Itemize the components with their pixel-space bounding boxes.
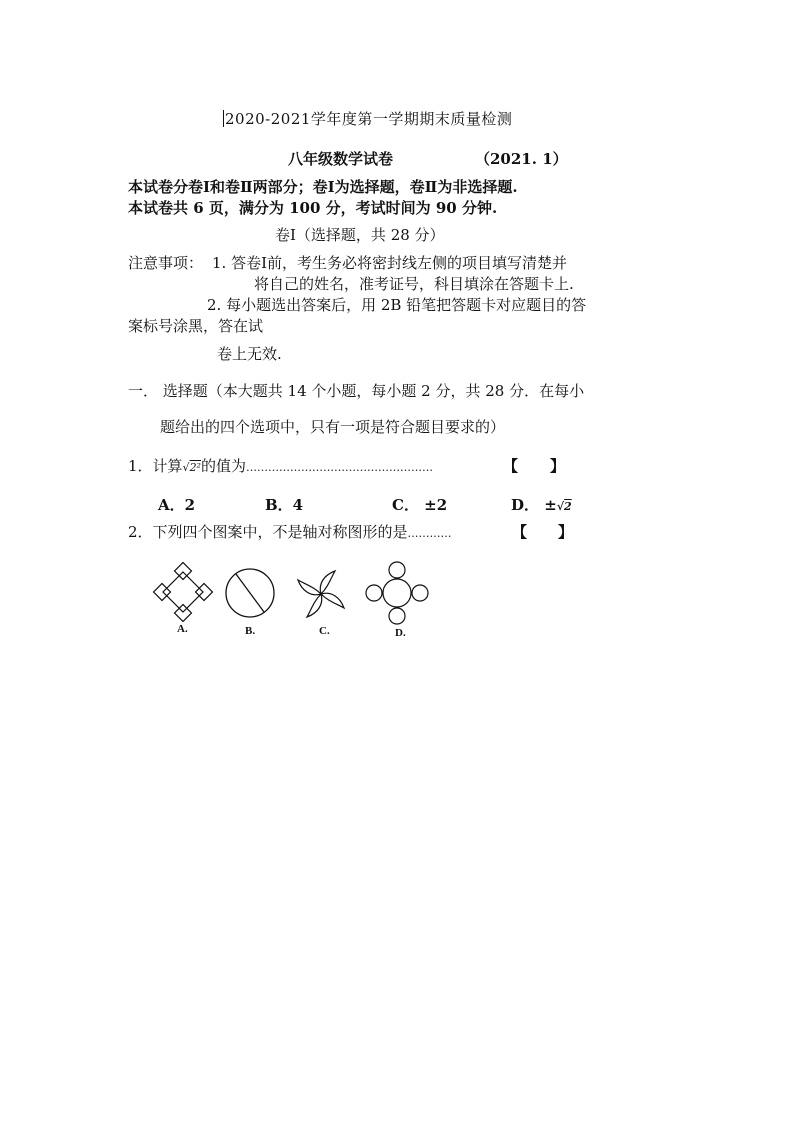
exam-subtitle: 八年级数学试卷: [288, 150, 394, 168]
intro-line-1: 本试卷分卷Ⅰ和卷Ⅱ两部分；卷Ⅰ为选择题，卷Ⅱ为非选择题.: [128, 178, 518, 196]
figure-d-circles: [363, 560, 431, 626]
figure-b-circle-chord: [222, 565, 278, 621]
part-1-heading-line-1: 一． 选择题（本大题共 14 个小题，每小题 2 分，共 28 分．在每小: [128, 382, 585, 400]
figure-c-pinwheel: [291, 565, 351, 623]
q1-option-c: C． ±2: [392, 496, 448, 514]
notes-item-2-line-2: 案标号涂黑，答在试: [128, 317, 264, 335]
answer-bracket-open-2: 【: [512, 523, 528, 541]
answer-bracket-open-1: 【: [503, 457, 519, 475]
exam-date: （2021. 1）: [475, 150, 568, 168]
figure-a-diamond-squares: [150, 560, 220, 622]
section-heading: 卷Ⅰ（选择题，共 28 分）: [275, 226, 445, 244]
part-1-heading-line-2: 题给出的四个选项中，只有一项是符合题目要求的）: [160, 418, 506, 436]
q1-option-a: A．2: [158, 496, 196, 514]
figure-a-caption: A.: [177, 623, 188, 635]
square-root-expression: √2: [556, 500, 572, 513]
notes-label: 注意事项：: [128, 254, 204, 272]
figure-b-caption: B.: [245, 625, 256, 637]
leader-dots: ……………………………………………: [246, 461, 433, 474]
q1-option-d: D． ±√2: [511, 496, 572, 514]
answer-bracket-close-1: 】: [550, 457, 566, 475]
question-1: 1．计算√2²的值为……………………………………………: [128, 457, 433, 475]
notes-item-1-line-1: 1. 答卷Ⅰ前，考生务必将密封线左侧的项目填写清楚并: [212, 254, 568, 272]
text-cursor: [223, 110, 224, 127]
figure-d-caption: D.: [395, 627, 406, 639]
square-root-expression: √2²: [182, 461, 201, 474]
q1-option-b: B．4: [265, 496, 304, 514]
answer-bracket-close-2: 】: [558, 523, 574, 541]
leader-dots: …………: [407, 527, 452, 540]
notes-item-1-line-2: 将自己的姓名，准考证号，科目填涂在答题卡上.: [254, 275, 574, 293]
intro-line-2: 本试卷共 6 页，满分为 100 分，考试时间为 90 分钟.: [128, 199, 498, 217]
notes-item-2-line-3: 卷上无效.: [217, 345, 282, 363]
figure-c-caption: C.: [319, 625, 330, 637]
notes-item-2-line-1: 2. 每小题选出答案后，用 2B 铅笔把答题卡对应题目的答: [207, 296, 587, 314]
question-2: 2．下列四个图案中，不是轴对称图形的是…………: [128, 523, 452, 541]
page-title: 2020-2021学年度第一学期期末质量检测: [225, 110, 513, 128]
